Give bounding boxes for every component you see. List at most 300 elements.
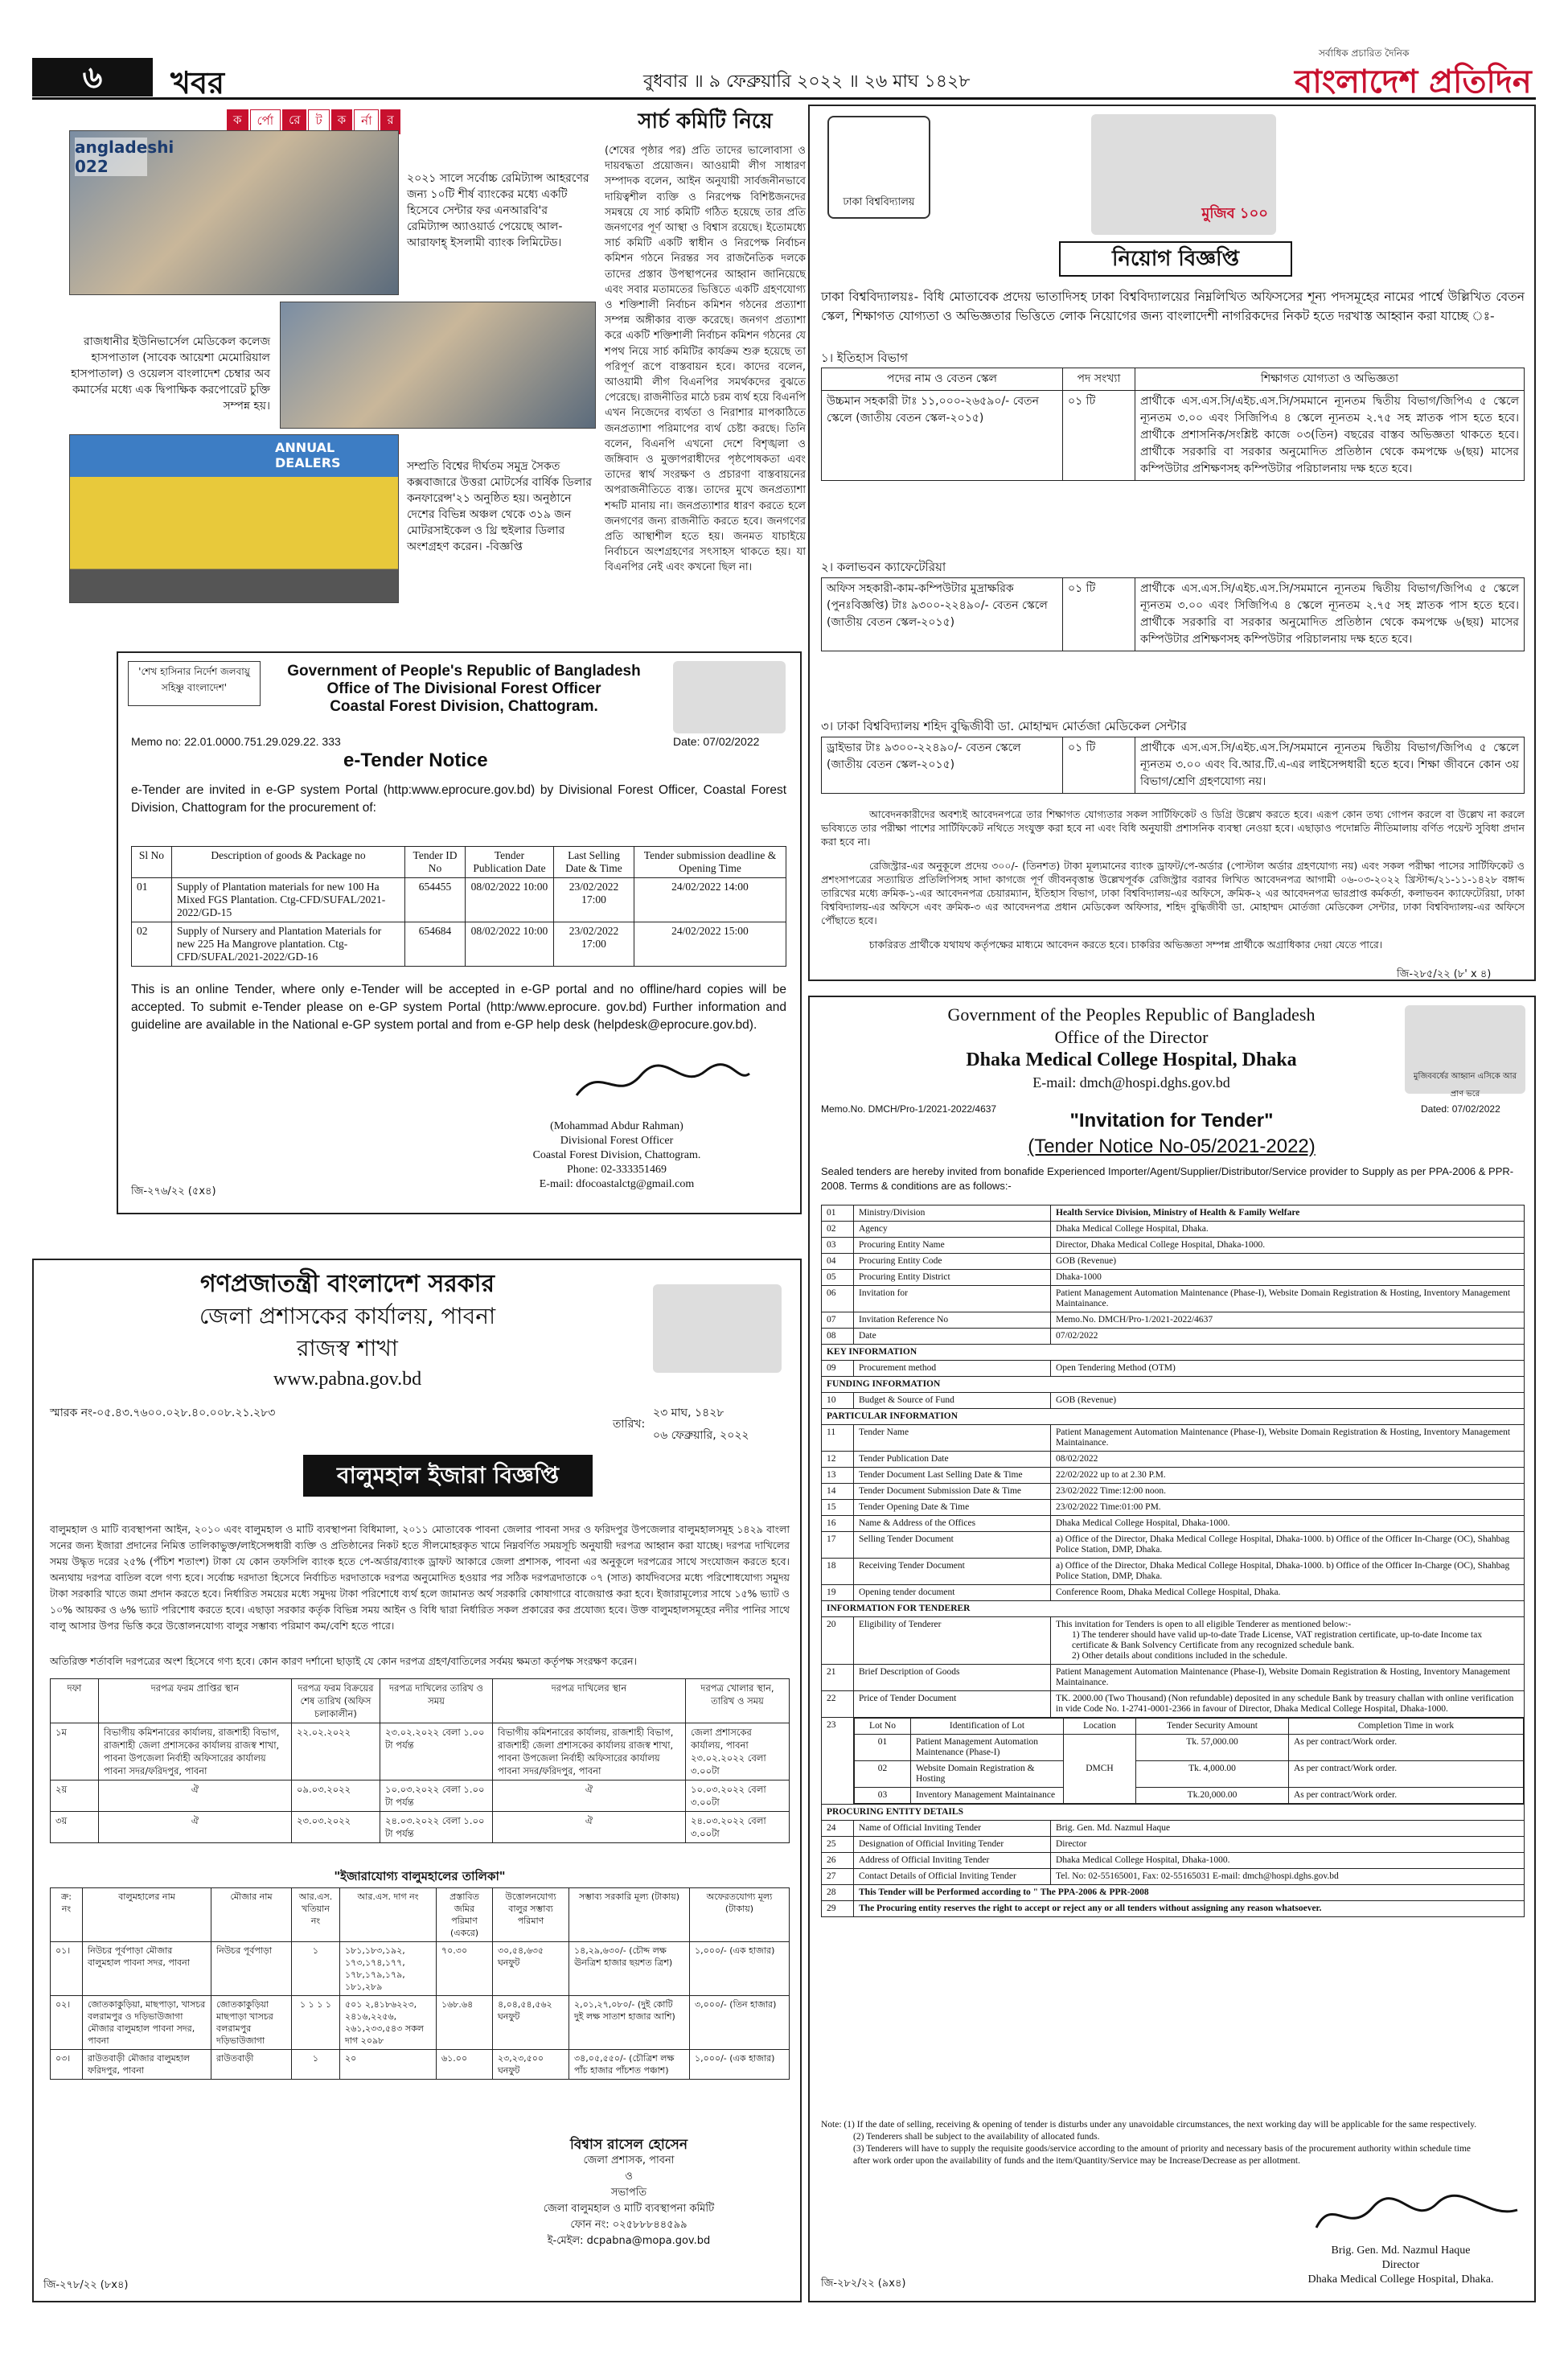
signatory-line: জেলা প্রশাসক, পাবনা bbox=[583, 2154, 675, 2167]
cell: ০১ টি bbox=[1063, 578, 1135, 651]
signatory-line: ফোন নং: ০২৫৮৮৮৪৪৫৯৯ bbox=[570, 2219, 688, 2231]
title-line2: Office of the Director bbox=[1054, 1027, 1209, 1047]
cell: 03 bbox=[822, 1238, 854, 1254]
cell: ঐ bbox=[493, 1780, 686, 1812]
signature-icon bbox=[569, 1059, 753, 1107]
cell: Date bbox=[854, 1329, 1051, 1345]
cell: Conference Room, Dhaka Medical College Hospital, Dhaka. bbox=[1051, 1585, 1525, 1601]
cell: Patient Management Automation Maintenance (Phase-I), Website Domain Registration & Hosting, Inventory Management Maintainance. bbox=[1051, 1286, 1525, 1312]
title-line1: Government of the Peoples Republic of Bangladesh bbox=[947, 1004, 1316, 1025]
col-header: Tender Security Amount bbox=[1136, 1719, 1289, 1735]
cell: জোতকাকুড়িয়া, মাছপাড়া, খাসচর বলরামপুর ও দড়িভাউজাগা মৌজার বালুমহাল পাবনা সদর, পাবনা bbox=[83, 1996, 211, 2050]
cell: Tel. No: 02-55165001, Fax: 02-55165031 E-mail: dmch@hospi.dghs.gov.bd bbox=[1051, 1869, 1525, 1885]
cell bbox=[1051, 1617, 1525, 1665]
cell: 07 bbox=[822, 1312, 854, 1329]
cell: 20 bbox=[822, 1617, 854, 1665]
section-name: খবর bbox=[170, 65, 225, 101]
cell: 08/02/2022 10:00 bbox=[466, 922, 554, 967]
cell: 08/02/2022 bbox=[1051, 1452, 1525, 1468]
forest-table bbox=[131, 846, 786, 967]
table-row bbox=[822, 1393, 1525, 1409]
cell: 21 bbox=[822, 1665, 854, 1691]
col-header: Sl No bbox=[132, 847, 172, 878]
cell: Patient Management Automation Maintenance (Phase-I), Website Domain Registration & Hosting, Inventory Management Maintainance. bbox=[1051, 1665, 1525, 1691]
pabna-list-table bbox=[50, 1887, 790, 2080]
cell: As per contract/Work order. bbox=[1289, 1735, 1524, 1761]
cell: Patient Management Automation Maintenance (Phase-I) bbox=[911, 1735, 1064, 1761]
cell: অফিস সহকারী-কাম-কম্পিউটার মুদ্রাক্ষরিক (পুনঃবিজ্ঞপ্তি) টাঃ ৯৩০০-২২৪৯০/- বেতন স্কেলে (জাতীয় বেতন স্কেল-২০১৫) bbox=[822, 578, 1063, 651]
col-header: Identification of Lot bbox=[911, 1719, 1064, 1735]
cell: ৪,০৪,৫৪,৫৬২ ঘনফুট bbox=[493, 1996, 569, 2050]
forest-tender-ad bbox=[117, 651, 802, 1214]
du-table2 bbox=[821, 577, 1525, 651]
du-section1: ১। ইতিহাস বিভাগ bbox=[821, 351, 909, 365]
pabna-date-label: তারিখ: bbox=[613, 1418, 646, 1431]
cell: Director bbox=[1051, 1837, 1525, 1853]
cell: ঐ bbox=[493, 1812, 686, 1843]
cell: ৫০১ ২,৪১৮৬২২৩, ২৪১৬,২২৫৬, ২৬১,২৩৩,৫৪৩ সকল দাগ ২০৯৮ bbox=[340, 1996, 437, 2050]
du-section3: ৩। ঢাকা বিশ্ববিদ্যালয় শহিদ বুদ্ধিজীবী ডা. মোহাম্মদ মোর্তজা মেডিকেল সেন্টার bbox=[821, 719, 1187, 733]
cell: ৩০,৫৪,৬৩৫ ঘনফুট bbox=[493, 1942, 569, 1996]
cell: 27 bbox=[822, 1869, 854, 1885]
cell: ১০.০৩.২০২২ বেলা ১.০০ টা পর্যন্ত bbox=[380, 1780, 493, 1812]
signatory-line: Divisional Forest Officer bbox=[560, 1135, 674, 1147]
table-row bbox=[822, 578, 1525, 651]
signatory-line: Coastal Forest Division, Chattogram. bbox=[532, 1149, 701, 1161]
col-header: Last Selling Date & Time bbox=[554, 847, 634, 878]
table-row bbox=[822, 1500, 1525, 1516]
cell: ১ ১ ১ ১ bbox=[292, 1996, 340, 2050]
table-row bbox=[855, 1761, 1524, 1788]
cell: a) Office of the Director, Dhaka Medical College Hospital, Dhaka-1000. b) Office of the Officer In-Charge (OC), Shahbag Police Station, DMP, Dhaka. bbox=[1051, 1559, 1525, 1585]
forest-title bbox=[263, 663, 665, 716]
col-header: Description of goods & Package no bbox=[172, 847, 405, 878]
table-row bbox=[51, 2050, 790, 2080]
cell: 26 bbox=[822, 1853, 854, 1869]
cell: ০৯.০৩.২০২২ bbox=[292, 1780, 380, 1812]
signatory-line: E-mail: dfocoastalctg@gmail.com bbox=[539, 1178, 695, 1190]
cell: Receiving Tender Document bbox=[854, 1559, 1051, 1585]
cell bbox=[854, 1718, 1525, 1805]
table-row bbox=[822, 737, 1525, 794]
table-row bbox=[822, 1238, 1525, 1254]
signatory-line: Brig. Gen. Md. Nazmul Haque bbox=[1331, 2245, 1471, 2257]
cell: ১ bbox=[292, 1942, 340, 1996]
cell: Website Domain Registration & Hosting bbox=[911, 1761, 1064, 1788]
dealers-banner-text: ANNUAL DEALERS bbox=[275, 440, 341, 470]
title-line3: রাজস্ব শাখা bbox=[297, 1335, 398, 1362]
cell: Brief Description of Goods bbox=[854, 1665, 1051, 1691]
label-char: রে bbox=[282, 109, 306, 134]
cell: ২২.০২.২০২২ bbox=[292, 1723, 380, 1780]
cell: Director, Dhaka Medical College Hospital, Dhaka-1000. bbox=[1051, 1238, 1525, 1254]
cell: 654455 bbox=[405, 878, 466, 922]
table-row bbox=[822, 1312, 1525, 1329]
cell: ১৬৮.৬৪ bbox=[437, 1996, 493, 2050]
title-line1: গণপ্রজাতন্ত্রী বাংলাদেশ সরকার bbox=[200, 1270, 495, 1298]
cell: 25 bbox=[822, 1837, 854, 1853]
cell: ৭০.৩০ bbox=[437, 1942, 493, 1996]
cell: Inventory Management Maintainance bbox=[911, 1788, 1064, 1804]
pabna-lease-ad bbox=[32, 1259, 802, 2302]
cell: GOB (Revenue) bbox=[1051, 1254, 1525, 1270]
pabna-body: বালুমহাল ও মাটি ব্যবস্থাপনা আইন, ২০১০ এবং বালুমহাল ও মাটি ব্যবস্থাপনা বিধিমালা, ২০১১ মোতাবেক পাবনা জেলার পাবনা সদর ও ফরিদপুর উপজেলার বালুমহালসমূহ ১৪২৯ বাংলা সনের জন্য ইজারা প্রদানের নিমিত্ত তালিকাভুক্ত/লাইসেন্সধারী ব্যক্তি ও প্রতিষ্ঠানের নিকট হতে সীলমোহরকৃত খামে নিম্নবর্ণিত সময়সূচি অনুযায়ী দরপত্র আহ্বান করা যাচ্ছে। দরপত্র দাখিলের সময় উদ্ধৃত দরের ২৫% (পঁচিশ শতাংশ) টাকা যে কোন তফসিলি ব্যাংক হতে পে-অর্ডার/ব্যাংক ড্রাফট আকারে জেলা প্রশাসক, পাবনা এর অনুকূলে দরপত্রের সাথে সংযোজন করতে হবে। অন্যথায় দরপত্র বাতিল বলে গণ্য হবে। সর্বোচ্চ দরদাতা হিসেবে নির্বাচিত দরদাতাকে দরপত্র অনুমোদিত হওয়ার পর সঠিক দরপত্রদাতাকে ০৭ (সাত) কার্যদিবসের মধ্যে পরিশোধযোগ্য সমুদয় টাকা সরকারি খাতে জমা প্রদান করতে হবে। নির্ধারিত সময়ের মধ্যে সমুদয় টাকা পরিশোধে ব্যর্থ হলে জামানত অর্থ সরকারি কোষাগারে বাজেয়াপ্ত করা হবে। ইজারামূল্যের সাথে ১৫% ভ্যাট ও ১০% আয়কর ও ৬% ভ্যাট পরিশোধ করতে হবে। এছাড়া সরকার কর্তৃক বিভিন্ন সময় আইন ও বিধি দ্বারা নির্ধারিত সকল প্রকারের কর প্রযোজ্য হবে। উক্ত বালুমহালসমূহের নদীর পানির সাথে বালু আসার উপর ভিত্তি করে উত্তোলনযোগ্য বালুর সম্ভাব্য পরিমাণ কম/বেশি হতে পারে। bbox=[50, 1523, 790, 1632]
dmch-title bbox=[906, 1004, 1357, 1094]
cell: 24 bbox=[822, 1821, 854, 1837]
cell: Open Tendering Method (OTM) bbox=[1051, 1361, 1525, 1377]
cell: Contact Details of Official Inviting Tender bbox=[854, 1869, 1051, 1885]
table-row bbox=[132, 878, 786, 922]
dmch-main-table bbox=[821, 1205, 1525, 1917]
cell: This Tender will be Performed according to " The PPA-2006 & PPR-2008 bbox=[854, 1885, 1525, 1901]
cell: 13 bbox=[822, 1468, 854, 1484]
cell: বিভাগীয় কমিশনারের কার্যালয়, রাজশাহী বিভাগ, রাজশাহী জেলা প্রশাসকের কার্যালয় রাজস্ব শাখা, পাবনা উপজেলা নির্বাহী অফিসারের কার্যালয় পাবনা সদর/ফরিদপুর, পাবনা bbox=[99, 1723, 292, 1780]
issue-date: বুধবার ॥ ৯ ফেব্রুয়ারি ২০২২ ॥ ২৬ মাঘ ১৪২৮ bbox=[643, 72, 971, 92]
cell: Invitation Reference No bbox=[854, 1312, 1051, 1329]
col-header: ক্র: নং bbox=[51, 1888, 83, 1942]
table-row bbox=[822, 1286, 1525, 1312]
ad-code: জি-২৭৮/২২ (৮x৪) bbox=[43, 2279, 129, 2291]
cell: 08/02/2022 10:00 bbox=[466, 878, 554, 922]
cell: Tender Opening Date & Time bbox=[854, 1500, 1051, 1516]
cell: 08 bbox=[822, 1329, 854, 1345]
cell: রাউতবাড়ী মৌজার বালুমহাল ফরিদপুর, পাবনা bbox=[83, 2050, 211, 2080]
section-heading: INFORMATION FOR TENDERER bbox=[822, 1601, 1525, 1617]
cell: জেলা প্রশাসকের কার্যালয়, পাবনা ২৩.০২.২০২২ বেলা ৩.০০টা bbox=[686, 1723, 790, 1780]
table-row bbox=[822, 1853, 1525, 1869]
signature-icon bbox=[1308, 2187, 1525, 2244]
masthead-tagline: সর্বাধিক প্রচারিত দৈনিক bbox=[1319, 47, 1410, 59]
table-row bbox=[822, 1484, 1525, 1500]
cell: Memo.No. DMCH/Pro-1/2021-2022/4637 bbox=[1051, 1312, 1525, 1329]
cell: Health Service Division, Ministry of Health & Family Welfare bbox=[1051, 1205, 1525, 1222]
cell: Tender Document Submission Date & Time bbox=[854, 1484, 1051, 1500]
table-row bbox=[51, 1942, 790, 1996]
note-line: (3) Tenderers will have to supply the requisite goods/service according to the amount of priority and necessary basis of the procurement authority within schedule time after work order upon the availability of funds and the item/Quantity/Service may be Increase/Decrease as per allotment. bbox=[853, 2144, 1471, 2166]
table-row bbox=[822, 1837, 1525, 1853]
title-line3: Coastal Forest Division, Chattogram. bbox=[330, 698, 598, 715]
emblem-text: ঢাকা বিশ্ববিদ্যালয় bbox=[843, 196, 915, 208]
du-table1 bbox=[821, 368, 1525, 481]
cell: Procuring Entity Code bbox=[854, 1254, 1051, 1270]
signatory-line: ও bbox=[625, 2171, 633, 2183]
cell: 23/02/2022 17:00 bbox=[554, 922, 634, 967]
cell: ০১ টি bbox=[1063, 737, 1135, 794]
cell: ৩য় bbox=[51, 1812, 99, 1843]
cell: নিউচর পূর্বপাড়া bbox=[211, 1942, 292, 1996]
col-header: Tender Publication Date bbox=[466, 847, 554, 878]
col-header: প্রস্তাবিত জমির পরিমাণ (একরে) bbox=[437, 1888, 493, 1942]
dealers-photo bbox=[69, 434, 399, 603]
forest-footer-text: This is an online Tender, where only e-Tender will be accepted in e-GP portal and no offline/hard copies will be accepted. To submit e-Tender please on e-GP system Portal (http:/www.eprocure. gov.bd) Further information and guideline are available in the National e-GP system portal and from e-GP help desk (helpdesk@eprocure.gov.bd). bbox=[131, 983, 786, 1032]
cell: ঐ bbox=[99, 1780, 292, 1812]
col-header: Tender submission deadline & Opening Time bbox=[634, 847, 786, 878]
table-row bbox=[822, 1270, 1525, 1286]
cell: ২৩.০৩.২০২২ bbox=[292, 1812, 380, 1843]
forest-signatory bbox=[456, 1119, 778, 1192]
signatory-line: Phone: 02-333351469 bbox=[566, 1164, 667, 1176]
section-heading: PARTICULAR INFORMATION bbox=[822, 1409, 1525, 1425]
label-char: র bbox=[380, 109, 400, 134]
cell: Tender Document Last Selling Date & Time bbox=[854, 1468, 1051, 1484]
col-header: বালুমহালের নাম bbox=[83, 1888, 211, 1942]
cell: ৬১.০০ bbox=[437, 2050, 493, 2080]
cell: 17 bbox=[822, 1532, 854, 1559]
table-row bbox=[822, 1665, 1525, 1691]
table-row bbox=[855, 1735, 1524, 1761]
cell: ২৪.০৩.২০২২ বেলা ১.০০ টা পর্যন্ত bbox=[380, 1812, 493, 1843]
forest-memo: Memo no: 22.01.0000.751.29.029.22. 333 bbox=[131, 735, 341, 748]
cell: 11 bbox=[822, 1425, 854, 1452]
article-title: সার্চ কমিটি নিয়ে bbox=[638, 109, 773, 133]
cell: ২৪.০৩.২০২২ বেলা ৩.০০টা bbox=[686, 1812, 790, 1843]
du-mujib-logo bbox=[1091, 114, 1276, 235]
table-row bbox=[822, 1821, 1525, 1837]
cell: ০১ টি bbox=[1063, 391, 1135, 481]
cell: 654684 bbox=[405, 922, 466, 967]
cell: ০২। bbox=[51, 1996, 83, 2050]
page-header bbox=[32, 47, 1536, 101]
label-char: র্না bbox=[354, 109, 379, 134]
col-header: আর.এস. খতিয়ান নং bbox=[292, 1888, 340, 1942]
col-header: দরপত্র ফরম বিক্রয়ের শেষ তারিখ (অফিস চলাকালীন) bbox=[292, 1679, 380, 1723]
pabna-schedule-table bbox=[50, 1678, 790, 1843]
pabna-date2: ০৬ ফেব্রুয়ারি, ২০২২ bbox=[653, 1429, 749, 1442]
pabna-note: অতিরিক্ত শর্তাবলি দরপত্রের অংশ হিসেবে গণ্য হবে। কোন কারণ দর্শানো ছাড়াই যে কোন দরপত্র গ্রহণ/বাতিলের সর্বময় ক্ষমতা কর্তৃপক্ষ সংরক্ষণ করেন। bbox=[50, 1655, 638, 1667]
cell: বিভাগীয় কমিশনারের কার্যালয়, রাজশাহী বিভাগ, রাজশাহী জেলা প্রশাসকের কার্যালয় রাজস্ব শাখা, পাবনা উপজেলা নির্বাহী অফিসারের কার্যালয় পাবনা সদর/ফরিদপুর, পাবনা bbox=[493, 1723, 686, 1780]
award-photo bbox=[69, 130, 399, 295]
note-line: Note: (1) If the date of selling, receiving & opening of tender is disturbs under any unavoidable circumstances, the next working day will be applicable for the same respectively. bbox=[821, 2120, 1477, 2130]
signatory-line: (Mohammad Abdur Rahman) bbox=[550, 1120, 683, 1132]
cell: 07/02/2022 bbox=[1051, 1329, 1525, 1345]
table-row bbox=[822, 1718, 1525, 1805]
cell: 01 bbox=[855, 1735, 911, 1761]
table-row bbox=[822, 1559, 1525, 1585]
label-char: ক bbox=[227, 109, 248, 134]
cell: 02 bbox=[855, 1761, 911, 1788]
article-body: (শেষের পৃষ্ঠার পর) প্রতি তাদের ভালোবাসা ও দায়বদ্ধতা প্রয়োজন। আওয়ামী লীগ সাধারণ সম্পাদক বলেন, আইন অনুযায়ী সার্বজনীনভাবে দায়িত্বশীল ব্যক্তি ও নিরপেক্ষ বিশিষ্টজনদের সমন্বয়ে যে সার্চ কমিটি গঠিত হয়েছে তার প্রতি জনগণের পূর্ণ আস্থা ও বিশ্বাস রয়েছে। ইতোমধ্যে সার্চ কমিটি একটি স্বাধীন ও নিরপেক্ষ নির্বাচন কমিশন গঠনে নিরন্তর সব রাজনৈতিক দলকে তাদের প্রস্তাব উপস্থাপনের আহ্বান জানিয়েছে এবং সবার মতামতের ভিত্তিতে একটি গ্রহণযোগ্য ও শক্তিশালী নির্বাচন কমিশন গঠনের প্রত্যাশা সম্পন্ন অঙ্গীকার ব্যক্ত করেছে। জনগণ প্রত্যাশা করে একটি শক্তিশালী নির্বাচন কমিশন গঠনের যে শপথ নিয়ে সার্চ কমিটির কার্যক্রম শুরু হয়েছে তা পরিপূর্ণ রূপে বাস্তবায়ন হবে। কাদের বলেন, আওয়ামী লীগ বিএনপির সমর্থকদের বুঝতে পেরেছে। রাজনীতির মাঠে চরম ব্যর্থ হয়ে বিএনপি এখন নিজেদের ব্যর্থতা ও নিরাশার মাপকাঠিতে জনপ্রত্যাশা পরিমাপের ব্যর্থ চেষ্টা করছে। তিনি বলেন, বিএনপি এখনো দেশে বিশৃঙ্খলা ও জঙ্গিবাদ ও মুক্তাপরাধীদের পৃষ্ঠপোষকতা এবং তাদের স্বার্থ সংরক্ষণ ও প্রচারণা বাস্তবায়নের অপরাজনীতিতে ব্যস্ত। তাদের মুখে জনপ্রত্যাশা শব্দটি মানায় না। জনপ্রত্যাশার ধারণ করতে হলে জনগণের জন্য রাজনীতি করতে হবে। জনগণের প্রতি আস্থাশীল হতে হয়। জনমত যাচাইয়ে নির্বাচনে অংশগ্রহণের সৎসাহস থাকতে হয়। যা বিএনপির নেই এবং কখনো ছিল না। bbox=[605, 145, 806, 574]
pabna-list-title: "ইজারাযোগ্য বালুমহালের তালিকা" bbox=[334, 1869, 506, 1883]
cell: ১০.০৩.২০২২ বেলা ৩.০০টা bbox=[686, 1780, 790, 1812]
du-para1: আবেদনকারীদের অবশ্যই আবেদনপত্রে তার শিক্ষাগত যোগ্যতার সকল সার্টিফিকেট ও ডিগ্রি উল্লেখ করতে হবে। এরূপ কোন তথ্য গোপন করলে বা উল্লেখ না করলে ভবিষ্যতে তার পরীক্ষা পাশের সার্টিফিকেট নথিতে সংযুক্ত করা হবে না এবং বিধি অনুযায়ী প্রশাসনিক ব্যবস্থা নেওয়া হবে। এছাড়াও পদোন্নতি নীতিমালায় বর্ণিত পয়েন্ট সুবিধা প্রদান করা হবে না। bbox=[821, 808, 1525, 848]
cell: Invitation for bbox=[854, 1286, 1051, 1312]
signatory-line: Dhaka Medical College Hospital, Dhaka. bbox=[1307, 2273, 1494, 2286]
forest-date: Date: 07/02/2022 bbox=[673, 735, 760, 748]
table-row bbox=[822, 1468, 1525, 1484]
pabna-memo: স্মারক নং-০৫.৪৩.৭৬০০.০২৮.৪০.০০৮.২১.২৮৩ bbox=[50, 1407, 276, 1419]
table-row bbox=[822, 1361, 1525, 1377]
search-article bbox=[605, 105, 806, 611]
cell: 24/02/2022 14:00 bbox=[634, 878, 786, 922]
ad-code: জি-২৮৫/২২ (৮' x ৪) bbox=[1397, 968, 1492, 980]
dmch-mujib-logo bbox=[1405, 1005, 1525, 1099]
cell: 09 bbox=[822, 1361, 854, 1377]
forest-intro: e-Tender are invited in e-GP system Portal (http:www.eprocure.gov.bd) by Divisional Forest Officer, Coastal Forest Division, Chattogram for the procurement of: bbox=[131, 783, 786, 815]
col-header: দরপত্র ফরম প্রাপ্তির স্থান bbox=[99, 1679, 292, 1723]
col-header: সম্ভাব্য সরকারি মূল্য (টাকায়) bbox=[569, 1888, 690, 1942]
cell: Agency bbox=[854, 1222, 1051, 1238]
cell: 22 bbox=[822, 1691, 854, 1718]
table-row bbox=[822, 1585, 1525, 1601]
table-row bbox=[822, 1425, 1525, 1452]
title-line2: Office of The Divisional Forest Officer bbox=[326, 680, 601, 697]
table-row bbox=[822, 1532, 1525, 1559]
signatory-line: সভাপতি bbox=[610, 2187, 647, 2199]
dmch-intro: Sealed tenders are hereby invited from bonafide Experienced Importer/Agent/Supplier/Distributor/Service provider to Supply as per PPA-2006 & PPR-2008. Terms & conditions are as follows:- bbox=[821, 1165, 1514, 1192]
cell: 16 bbox=[822, 1516, 854, 1532]
ad-code: জি-২৮২/২২ (৯x৪) bbox=[821, 2277, 906, 2290]
mujib-logo-text: মুজিব ১০০ bbox=[1201, 205, 1268, 222]
cell: GOB (Revenue) bbox=[1051, 1393, 1525, 1409]
cell: Budget & Source of Fund bbox=[854, 1393, 1051, 1409]
cell: 01 bbox=[132, 878, 172, 922]
dmch-notice-no: (Tender Notice No-05/2021-2022) bbox=[1028, 1136, 1316, 1157]
cell: প্রার্থীকে এস.এস.সি/এইচ.এস.সি/সমমানে ন্যূনতম দ্বিতীয় বিভাগ/জিপিএ ৫ স্কেলে ন্যূনতম ৩.০০ এবং সিজিপিএ ৪ স্কেলে ন্যূনতম ২.৭৫ সহ স্নাতক পাস হতে হবে। প্রার্থীকে সরকারি বা সরকার অনুমোদিত প্রতিষ্ঠান থেকে কমপক্ষে ৬(ছয়) মাসের কম্পিউটার প্রশিক্ষণসহ কম্পিউটার পরিচালনায় দক্ষ হতে হবে। bbox=[1135, 578, 1525, 651]
cell: Designation of Official Inviting Tender bbox=[854, 1837, 1051, 1853]
cell: ১ bbox=[292, 2050, 340, 2080]
forest-emblem bbox=[128, 661, 261, 706]
table-row bbox=[855, 1788, 1524, 1804]
agreement-photo bbox=[280, 302, 596, 429]
cell: Supply of Nursery and Plantation Materials for new 225 Ha Mangrove plantation. Ctg-CFD/SUFAL/2021-2022/GD-16 bbox=[172, 922, 405, 967]
masthead-logo: বাংলাদেশ প্রতিদিন bbox=[1295, 64, 1532, 101]
cell: ৩,০০০/- (তিন হাজার) bbox=[690, 1996, 790, 2050]
du-intro: ঢাকা বিশ্ববিদ্যালয়ঃ- বিধি মোতাবেক প্রদেয় ভাতাদিসহ ঢাকা বিশ্ববিদ্যালয়ের নিম্নলিখিত অফিসসের শূন্য পদসমূহের নামের পার্শ্বে উল্লিখিত বেতন স্কেল, শিক্ষাগত যোগ্যতা ও অভিজ্ঞতার ভিত্তিতে লোক নিয়োগের জন্য বাংলাদেশী নাগরিকদের নিকট হতে দরখাস্ত আহ্বান করা যাচ্ছে ঃ- bbox=[821, 290, 1525, 323]
section-heading: KEY INFORMATION bbox=[822, 1345, 1525, 1361]
cell: ১,০০০/- (এক হাজার) bbox=[690, 2050, 790, 2080]
dmch-tender-ad bbox=[808, 996, 1536, 2302]
cell: The Procuring entity reserves the right to accept or reject any or all tenders without assigning any reason whatsoever. bbox=[854, 1901, 1525, 1917]
du-table3 bbox=[821, 737, 1525, 794]
emblem-text: 'শেখ হাসিনার নির্দেশ জলবায়ু সহিষ্ণু বাংলাদেশ' bbox=[138, 666, 250, 693]
cell: As per contract/Work order. bbox=[1289, 1788, 1524, 1804]
col-header: পদের নাম ও বেতন স্কেল bbox=[822, 368, 1063, 391]
label-char: র্পো bbox=[250, 109, 281, 134]
table-row bbox=[822, 1617, 1525, 1665]
cell: As per contract/Work order. bbox=[1289, 1761, 1524, 1788]
table-row bbox=[822, 1329, 1525, 1345]
table-row bbox=[51, 1780, 790, 1812]
forest-mujib-logo bbox=[673, 661, 786, 733]
cell: 24/02/2022 15:00 bbox=[634, 922, 786, 967]
cell: 23/02/2022 Time:01:00 PM. bbox=[1051, 1500, 1525, 1516]
cell: উচ্চমান সহকারী টাঃ ১১,০০০-২৬৫৯০/- বেতন স্কেলে (জাতীয় বেতন স্কেল-২০১৫) bbox=[822, 391, 1063, 481]
section-heading: FUNDING INFORMATION bbox=[822, 1377, 1525, 1393]
label-char: ক bbox=[331, 109, 353, 134]
du-recruitment-ad bbox=[808, 105, 1536, 981]
table-row bbox=[822, 1205, 1525, 1222]
pabna-mujib-logo bbox=[653, 1284, 782, 1373]
du-para2: রেজিস্ট্রার-এর অনুকূলে প্রদেয় ৩০০/- (তিনশত) টাকা মূল্যমানের ব্যাংক ড্রাফট/পে-অর্ডার (পোস্টাল অর্ডার গ্রহণযোগ্য নয়) এবং সকল পরীক্ষা পাসের সার্টিফিকেট ও প্রশংসাপত্রের সত্যায়িত প্রতিলিপিসহ সাদা কাগজে পূর্ণ জীবনবৃত্তান্ত উল্লেখপূর্বক রেজিস্ট্রার বরাবর লিখিত আবেদনপত্র আগামী ০৬-০৩-২০২২ খ্রিস্টাব্দ/২১-১১-১৪২৮ বঙ্গাব্দ তারিখের মধ্যে ক্রমিক-১-এর আবেদনপত্র চেয়ারম্যান, ইতিহাস বিভাগ, ঢাকা বিশ্ববিদ্যালয়-এর অফিসে, ক্রমিক-২ এর আবেদনপত্র ভারপ্রাপ্ত কর্মকর্তা, কলাভবন ক্যাফেটেরিয়া, ঢাকা বিশ্ববিদ্যালয়-এর অফিসে এবং ক্রমিক-৩ এর আবেদনপত্র প্রধান মেডিকেল অফিসার, শহিদ বুদ্ধিজীবী ডা. মোহাম্মদ মোর্তজা মেডিকেল সেন্টার, ঢাকা বিশ্ববিদ্যালয়-এর অফিসে পৌঁছাতে হবে। bbox=[821, 860, 1525, 926]
cell: ১ম bbox=[51, 1723, 99, 1780]
table-row bbox=[51, 1996, 790, 2050]
cell: Procurement method bbox=[854, 1361, 1051, 1377]
cell: ২,০১,২৭,০৮০/- (দুই কোটি দুই লক্ষ সাতাশ হাজার আশি) bbox=[569, 1996, 690, 2050]
col-header: মৌজার নাম bbox=[211, 1888, 292, 1942]
cell: 29 bbox=[822, 1901, 854, 1917]
cell: প্রার্থীকে এস.এস.সি/এইচ.এস.সি/সমমানে ন্যূনতম দ্বিতীয় বিভাগ/জিপিএ ৫ স্কেলে ন্যূনতম ৩.০০ এবং সিজিপিএ ৪ স্কেলে ন্যূনতম ২.৭৫ সহ স্নাতক পাস হতে হবে। প্রার্থীকে প্রশাসনিক/সংশ্লিষ্ট কাজে ০৩(তিন) বছরের বাস্তব অভিজ্ঞতা থাকতে হবে। প্রার্থীকে সরকারি বা সরকার অনুমোদিত প্রতিষ্ঠান থেকে কমপক্ষে ৬(ছয়) মাসের কম্পিউটার প্রশিক্ষণসহ কম্পিউটার পরিচালনায় দক্ষ হতে হবে। bbox=[1135, 391, 1525, 481]
cell: Dhaka Medical College Hospital, Dhaka-1000. bbox=[1051, 1853, 1525, 1869]
cell: 23/02/2022 17:00 bbox=[554, 878, 634, 922]
col-header: শিক্ষাগত যোগ্যতা ও অভিজ্ঞতা bbox=[1135, 368, 1525, 391]
cell: ২৩.০২.২০২২ বেলা ১.০০ টা পর্যন্ত bbox=[380, 1723, 493, 1780]
cell: 05 bbox=[822, 1270, 854, 1286]
forest-notice-title: e-Tender Notice bbox=[343, 750, 488, 771]
dmch-dated: Dated: 07/02/2022 bbox=[1421, 1103, 1500, 1115]
cell: Tk.20,000.00 bbox=[1136, 1788, 1289, 1804]
table-row bbox=[132, 922, 786, 967]
table-row bbox=[822, 1516, 1525, 1532]
cell: ঐ bbox=[99, 1812, 292, 1843]
pabna-title bbox=[106, 1268, 589, 1365]
section-heading: PROCURING ENTITY DETAILS bbox=[822, 1805, 1525, 1821]
cell: Tk. 4,000.00 bbox=[1136, 1761, 1289, 1788]
du-emblem bbox=[827, 116, 930, 219]
table-row bbox=[822, 1691, 1525, 1718]
eligibility-item: 1) The tenderer should have valid up-to-date Trade License, VAT registration certificate, up-to-date Income tax certificate & Bank Solvency Certificate from any recognized schedule bank. bbox=[1072, 1630, 1483, 1650]
title-line2: জেলা প্রশাসকের কার্যালয়, পাবনা bbox=[199, 1303, 496, 1329]
cell: ১,০০০/- (এক হাজার) bbox=[690, 1942, 790, 1996]
table-row bbox=[822, 1254, 1525, 1270]
table-row bbox=[822, 1452, 1525, 1468]
cell: Patient Management Automation Maintenance (Phase-I), Website Domain Registration & Hosting, Inventory Management Maintainance. bbox=[1051, 1425, 1525, 1452]
caption-agreement: রাজধানীর ইউনিভার্সেল মেডিকেল কলেজ হাসপাতাল (সাবেক আয়েশা মেমোরিয়াল হাসপাতাল) ও ওয়েলস বাংলাদেশ চেম্বার অব কমার্সের মধ্যে এক দ্বিপাক্ষিক করপোরেট চুক্তি সম্পন্ন হয়। bbox=[71, 335, 270, 413]
forest-signature-mark bbox=[569, 1059, 753, 1107]
signatory-line: জেলা বালুমহাল ও মাটি ব্যবস্থাপনা কমিটি bbox=[543, 2203, 715, 2215]
du-title: নিয়োগ বিজ্ঞপ্তি bbox=[1059, 241, 1292, 277]
cell: TK. 2000.00 (Two Thousand) (Non refundable) deposited in any schedule Bank by treasury challan with online verification in vide Code No. 1-2741-0001-2366 in favour of Director, Dhaka Medical College Hospital, Dhaka-1000. bbox=[1051, 1691, 1525, 1718]
col-header: অফেরতযোগ্য মূল্য (টাকায়) bbox=[690, 1888, 790, 1942]
cell: ১৪,২৯,৬৩০/- (চৌদ্দ লক্ষ ঊনত্রিশ হাজার ছয়শত ত্রিশ) bbox=[569, 1942, 690, 1996]
cell: 19 bbox=[822, 1585, 854, 1601]
cell: 06 bbox=[822, 1286, 854, 1312]
cell: রাউতবাড়ী bbox=[211, 2050, 292, 2080]
cell: 02 bbox=[822, 1222, 854, 1238]
du-section2: ২। কলাভবন ক্যাফেটেরিয়া bbox=[821, 560, 946, 574]
signatory-line: ই-মেইল: dcpabna@mopa.gov.bd bbox=[547, 2235, 711, 2247]
cell: নিউচর পূর্বপাড়া মৌজার বালুমহাল পাবনা সদর, পাবনা bbox=[83, 1942, 211, 1996]
cell: Procuring Entity Name bbox=[854, 1238, 1051, 1254]
col-header: Location bbox=[1064, 1719, 1136, 1735]
cell: Address of Official Inviting Tender bbox=[854, 1853, 1051, 1869]
cell: 04 bbox=[822, 1254, 854, 1270]
table-row bbox=[822, 1885, 1525, 1901]
cell: 10 bbox=[822, 1393, 854, 1409]
cell: Price of Tender Document bbox=[854, 1691, 1051, 1718]
cell: ০১। bbox=[51, 1942, 83, 1996]
cell: Opening tender document bbox=[854, 1585, 1051, 1601]
dmch-notes bbox=[821, 2119, 1480, 2167]
dmch-memo: Memo.No. DMCH/Pro-1/2021-2022/4637 bbox=[821, 1103, 997, 1115]
cell: Dhaka Medical College Hospital, Dhaka-1000. bbox=[1051, 1516, 1525, 1532]
cell: Tk. 57,000.00 bbox=[1136, 1735, 1289, 1761]
caption-dealers: সম্প্রতি বিশ্বের দীর্ঘতম সমুদ্র সৈকত কক্সবাজারে উত্তরা মোটর্সের বার্ষিক ডিলার কনফারেন্স'২১ অনুষ্ঠিত হয়। অনুষ্ঠানে দেশের বিভিন্ন অঞ্চল থেকে ৩১৯ জন মোটরসাইকেল ও থ্রি হুইলার ডিলার অংশগ্রহণ করেন। -বিজ্ঞপ্তি bbox=[407, 460, 592, 553]
cell: DMCH bbox=[1064, 1735, 1136, 1804]
table-row bbox=[51, 1723, 790, 1780]
signatory-line: বিশ্বাস রাসেল হোসেন bbox=[569, 2137, 688, 2153]
title-line1: Government of People's Republic of Bangladesh bbox=[287, 663, 641, 680]
table-row bbox=[51, 1812, 790, 1843]
photo-banner-text: angladeshi 022 bbox=[75, 138, 174, 176]
pabna-website: www.pabna.gov.bd bbox=[273, 1369, 422, 1390]
table-row bbox=[822, 1901, 1525, 1917]
eligibility-text: This invitation for Tenders is open to all eligible Tenderer as mentioned below:- bbox=[1056, 1620, 1352, 1629]
table-row bbox=[822, 391, 1525, 481]
note-line: (2) Tenderers shall be subject to the availability of allocated funds. bbox=[853, 2132, 1100, 2142]
du-para3: চাকরিরত প্রার্থীকে যথাযথ কর্তৃপক্ষের মাধ্যমে আবেদন করতে হবে। চাকরির অভিজ্ঞতা সম্পন্ন প্রার্থীকে অগ্রাধিকার দেয়া যেতে পারে। bbox=[869, 939, 1383, 951]
label-char: ট bbox=[308, 109, 329, 134]
pabna-signatory bbox=[484, 2137, 774, 2249]
